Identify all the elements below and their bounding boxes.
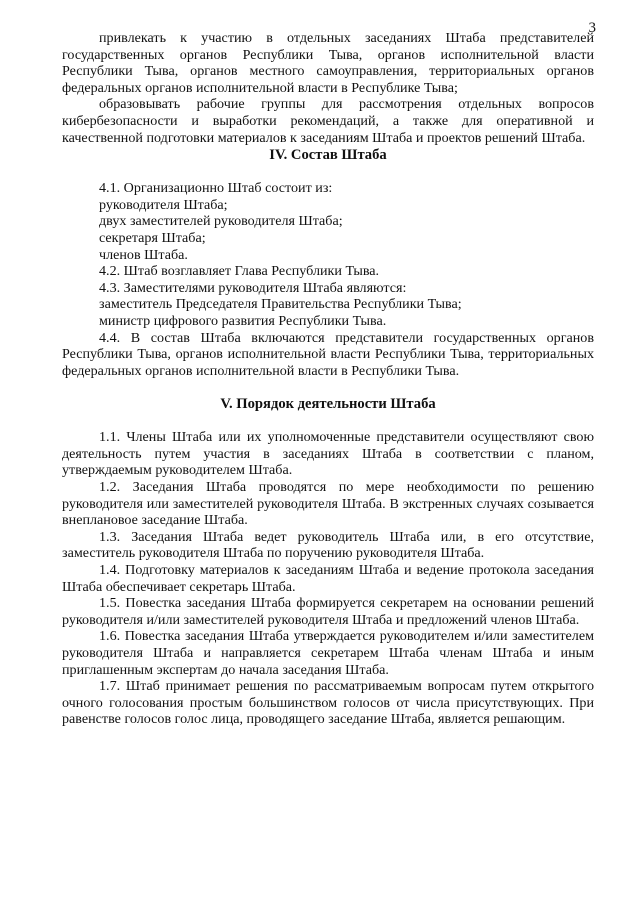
section-4-4: 4.4. В состав Штаба включаются представители государственных органов Республики Тыва, органов исполнительной власти Республики Тыва, территориальных федеральных органов исполнительной власти в Республики Тыва. [62,329,594,379]
section-5-paragraph: 1.4. Подготовку материалов к заседаниям Штаба и ведение протокола заседания Штаба обеспечивает секретарь Штаба. [62,562,594,595]
section-5-paragraph: 1.6. Повестка заседания Штаба утверждается руководителем и/или заместителем руководителя Штаба и направляется секретарем Штаба членам Штаба и иным приглашенным экспертам до начала заседания Штаба. [62,628,594,678]
member-item: членов Штаба. [99,246,188,263]
section-5-paragraph: 1.3. Заседания Штаба ведет руководитель Штаба или, в его отсутствие, заместитель руководителя Штаба по поручению руководителя Штаба. [62,528,594,562]
intro-paragraph: привлекать к участию в отдельных заседаниях Штаба представителей государственных органов Республики Тыва, органов исполнительной власти Республики Тыва, органов местного самоуправления, территориальных органов федеральных органов исполнительной власти в Республике Тыва; [62,30,594,96]
deputy-item: заместитель Председателя Правительства Республики Тыва; [99,296,462,313]
section-4-heading: IV. Состав Штаба [269,147,387,164]
section-5-heading: V. Порядок деятельности Штаба [220,396,436,413]
section-5-paragraph: 1.2. Заседания Штаба проводятся по мере необходимости по решению руководителя или заместителей руководителя Штаба. В экстренных случаях созывается внеплановое заседание Штаба. [62,479,594,529]
intro-paragraph: образовывать рабочие группы для рассмотрения отдельных вопросов кибербезопасности и выработки рекомендаций, а также для оперативной и качественной подготовки материалов к заседаниям Штаба и проектов решений Штаба. [62,96,594,146]
member-item: руководителя Штаба; [99,196,228,213]
section-4-1: 4.1. Организационно Штаб состоит из: [99,180,333,197]
page-number: 3 [588,20,596,36]
member-item: секретаря Штаба; [99,229,206,246]
section-5-paragraph: 1.1. Члены Штаба или их уполномоченные представители осуществляют свою деятельность путем участия в заседаниях Штаба в соответствии с планом, утверждаемым руководителем Штаба. [62,429,594,479]
section-5-paragraph: 1.5. Повестка заседания Штаба формируется секретарем на основании решений руководителя и/или заместителей руководителя Штаба и предложений членов Штаба. [62,595,594,628]
document-page [62,30,594,728]
deputy-item: министр цифрового развития Республики Тыва. [99,312,387,329]
section-4-2: 4.2. Штаб возглавляет Глава Республики Тыва. [99,263,380,280]
section-5-paragraph: 1.7. Штаб принимает решения по рассматриваемым вопросам путем открытого очного голосования простым большинством голосов от числа присутствующих. При равенстве голосов голос лица, проводящего заседание Штаба, является решающим. [62,678,594,728]
section-4-3: 4.3. Заместителями руководителя Штаба являются: [99,279,407,296]
member-item: двух заместителей руководителя Штаба; [99,213,343,230]
